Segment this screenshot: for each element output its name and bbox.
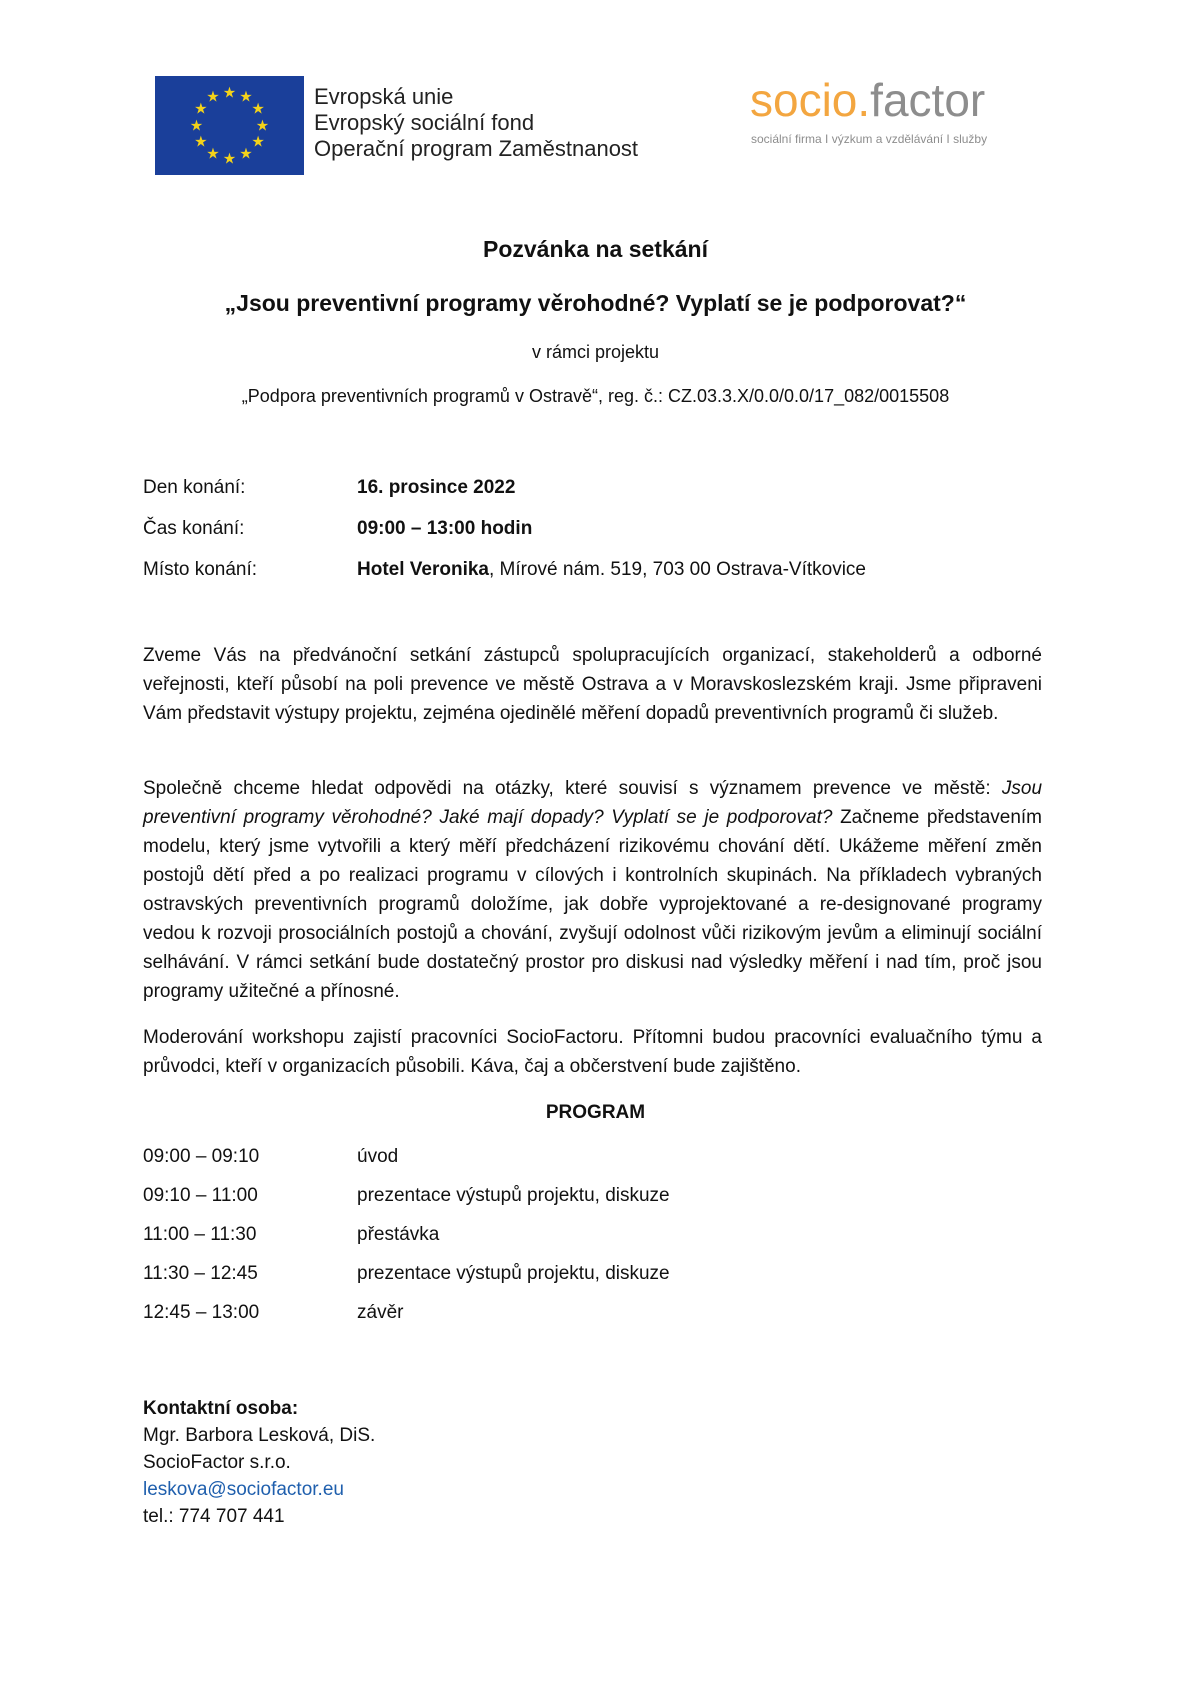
place-value xyxy=(357,558,866,582)
contact-block xyxy=(143,1395,375,1530)
program-title: PROGRAM xyxy=(545,1102,646,1123)
program-activity: závěr xyxy=(357,1302,404,1323)
place-address: , Mírové nám. 519, 703 00 Ostrava-Vítkovice xyxy=(489,559,867,580)
time-value: 09:00 – 13:00 hodin xyxy=(357,518,533,539)
eu-star-icon: ★ xyxy=(189,117,204,134)
place-label: Místo konání: xyxy=(143,559,258,580)
project-name: „Podpora preventivních programů v Ostravě“, reg. č.: CZ.03.3.X/0.0/0.0/17_082/0015508 xyxy=(241,386,950,406)
program-time: 12:45 – 13:00 xyxy=(143,1302,260,1323)
paragraph-invitation: Zveme Vás na předvánoční setkání zástupců spolupracujících organizací, stakeholderů a odborné veřejnosti, kteří působí na poli prevence ve městě Ostrava a v Moravskoslezském kraji. Jsme připraveni Vám představit výstupy projektu, zejména ojedinělé měření dopadů preventivních programů či služeb. xyxy=(143,645,1042,724)
sociofactor-logo xyxy=(750,73,985,127)
paragraph-topics-start: Společně chceme hledat odpovědi na otázky, které souvisí s významem prevence ve městě: xyxy=(143,778,991,799)
eu-star-icon: ★ xyxy=(206,88,220,106)
contact-email-link[interactable]: leskova@sociofactor.eu xyxy=(143,1479,344,1500)
program-time: 09:10 – 11:00 xyxy=(143,1185,258,1206)
program-time: 09:00 – 09:10 xyxy=(143,1146,260,1167)
time-label: Čas konání: xyxy=(143,518,245,539)
program-activity: úvod xyxy=(357,1146,399,1167)
eu-logo-line-1: Evropská unie xyxy=(314,84,454,109)
place-name: Hotel Veronika xyxy=(357,559,489,580)
eu-star-icon: ★ xyxy=(222,84,237,101)
sociofactor-logo-part2: factor xyxy=(870,74,986,126)
program-time: 11:00 – 11:30 xyxy=(143,1224,257,1245)
contact-label: Kontaktní osoba: xyxy=(143,1398,299,1419)
program-activity: přestávka xyxy=(357,1224,440,1245)
within-project-text: v rámci projektu xyxy=(531,342,660,362)
program-activity: prezentace výstupů projektu, diskuze xyxy=(357,1263,670,1284)
event-subtitle: „Jsou preventivní programy věrohodné? Vyplatí se je podporovat?“ xyxy=(224,290,967,316)
sociofactor-tagline: sociální firma I výzkum a vzdělávání I služby xyxy=(751,132,988,146)
paragraph-topics-questions: Jsou preventivní programy věrohodné? Jaké mají dopady? Vyplatí se je podporovat? xyxy=(143,778,1043,828)
program-time: 11:30 – 12:45 xyxy=(143,1263,258,1284)
eu-logo-line-3: Operační program Zaměstnanost xyxy=(314,136,639,161)
paragraph-topics-end: Začneme představením modelu, který jsme vytvořili a který měří předcházení rizikovému chování dětí. Ukážeme měření změn postojů dětí před a po realizaci programu v cílových i kontrolních skupinách. Na příkladech vybraných ostravských preventivních programů doložíme, jak dobře vyprojektované a re-designované programy vedou k rozvoji prosociálních postojů a chování, zvyšují odolnost vůči rizikovým jevům a eliminují sociální selhávání. V rámci setkání bude dostatečný prostor pro diskusi nad výsledky měření i nad tím, proč jsou programy užitečné a přínosné. xyxy=(143,807,1043,1002)
date-value: 16. prosince 2022 xyxy=(357,477,516,498)
paragraph-topics xyxy=(143,774,1042,1006)
page-title: Pozvánka na setkání xyxy=(483,236,708,262)
eu-star-icon: ★ xyxy=(251,133,265,151)
eu-star-icon: ★ xyxy=(255,117,270,134)
contact-name: Mgr. Barbora Lesková, DiS. xyxy=(143,1425,376,1446)
eu-logo-text xyxy=(314,84,638,162)
date-label: Den konání: xyxy=(143,477,246,498)
program-activity: prezentace výstupů projektu, diskuze xyxy=(357,1185,670,1206)
contact-company: SocioFactor s.r.o. xyxy=(143,1452,291,1473)
eu-flag-icon xyxy=(155,76,304,175)
eu-star-icon: ★ xyxy=(206,145,220,163)
eu-logo-line-2: Evropský sociální fond xyxy=(314,110,535,135)
eu-star-icon: ★ xyxy=(194,133,208,151)
sociofactor-logo-part1: socio. xyxy=(750,74,871,126)
eu-star-icon: ★ xyxy=(239,88,253,106)
eu-star-icon: ★ xyxy=(222,150,237,167)
eu-star-icon: ★ xyxy=(194,100,208,118)
eu-star-icon: ★ xyxy=(239,145,253,163)
contact-phone: tel.: 774 707 441 xyxy=(143,1506,285,1527)
paragraph-moderation: Moderování workshopu zajistí pracovníci SocioFactoru. Přítomni budou pracovníci evaluačního týmu a průvodci, kteří v organizacích působili. Káva, čaj a občerstvení bude zajištěno. xyxy=(143,1027,1042,1077)
eu-star-icon: ★ xyxy=(251,100,265,118)
